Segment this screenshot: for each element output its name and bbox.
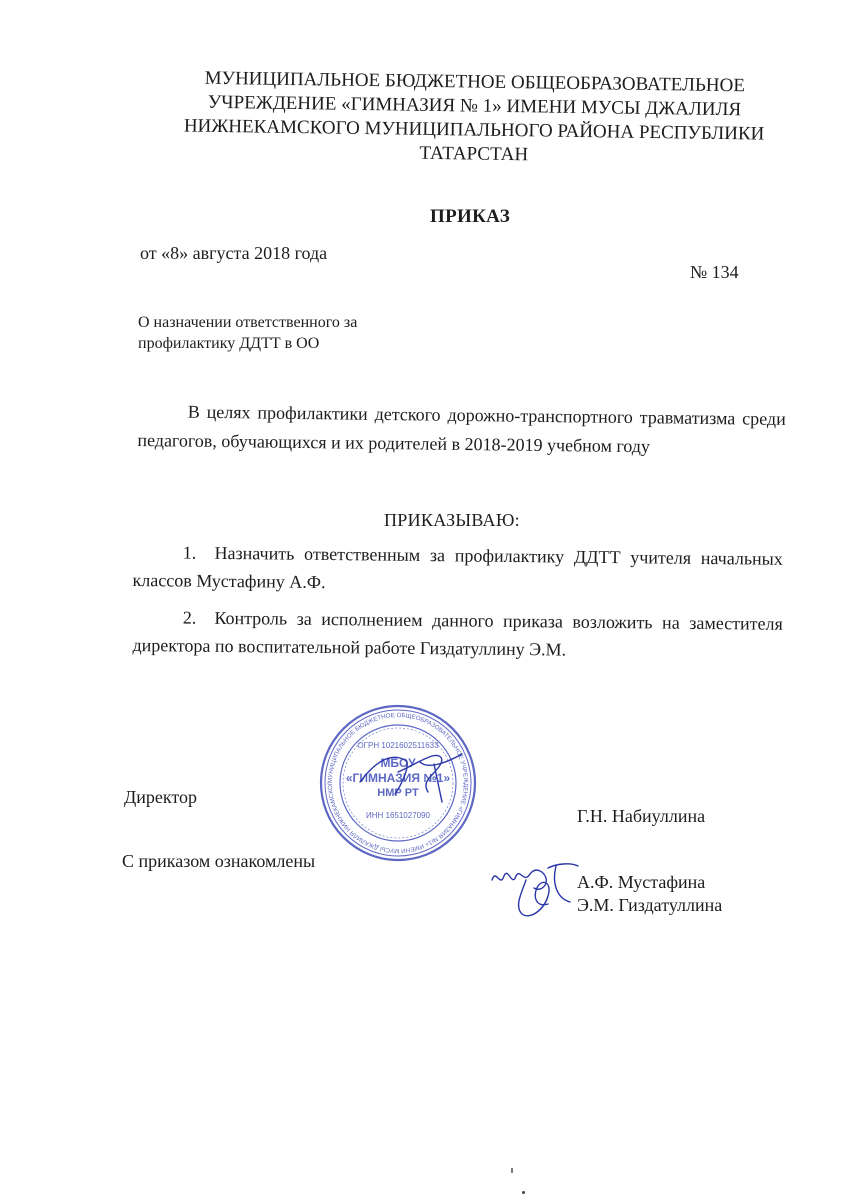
- director-signature-icon: [350, 742, 470, 812]
- stamp-ogrn: ОГРН 1021602511633: [357, 741, 439, 750]
- scan-artifact: [511, 1168, 513, 1173]
- acknowledgement-names: [577, 871, 722, 917]
- preamble-paragraph: [137, 397, 786, 463]
- ack-name: А.Ф. Мустафина: [577, 872, 706, 892]
- order-item: [132, 603, 783, 666]
- acknowledgement-signature-icon: [486, 858, 582, 924]
- preamble-text: В целях профилактики детского дорожно-транспортного травматизма среди педагогов, обучающихся и их родителей в 2018-2019 учебном году: [137, 401, 786, 457]
- header-line: МУНИЦИПАЛЬНОЕ БЮДЖЕТНОЕ ОБЩЕОБРАЗОВАТЕЛЬНОЕ: [204, 67, 746, 97]
- order-subject: [138, 312, 357, 354]
- order-item: [132, 538, 783, 601]
- subject-line: профилактику ДДТТ в ОО: [138, 335, 320, 352]
- stamp-ring-text: МУНИЦИПАЛЬНОЕ БЮДЖЕТНОЕ ОБЩЕОБРАЗОВАТЕЛЬНОЕ УЧРЕЖДЕНИЕ «ГИМНАЗИЯ №1» ИМЕНИ МУСЫ ДЖАЛИЛЯ НИЖНЕКАМСКОГ: [326, 711, 470, 855]
- subject-line: О назначении ответственного за: [138, 314, 358, 331]
- header-line: ТАТАРСТАН: [419, 142, 529, 166]
- stamp-line: «ГИМНАЗИЯ №1»: [345, 771, 451, 785]
- stamp-line: МБОУ: [380, 756, 416, 770]
- item-text: Назначить ответственным за профилактику ДДТТ учителя начальных классов Мустафину А.Ф.: [132, 542, 783, 593]
- stamp-inn: ИНН 1651027090: [365, 811, 431, 820]
- item-number: 1.: [182, 542, 197, 563]
- director-label: Директор: [124, 787, 198, 807]
- order-directive-heading: ПРИКАЗЫВАЮ:: [384, 510, 520, 530]
- order-number: № 134: [690, 262, 739, 282]
- document-title: ПРИКАЗ: [430, 206, 511, 227]
- item-text: Контроль за исполнением данного приказа возложить на заместителя директора по воспитательной работе Гиздатуллину Э.М.: [132, 607, 783, 660]
- institution-header: [149, 66, 800, 171]
- acknowledgement-label: С приказом ознакомлены: [122, 851, 316, 871]
- header-line: НИЖНЕКАМСКОГО МУНИЦИПАЛЬНОГО РАЙОНА РЕСПУБЛИКИ: [183, 115, 765, 145]
- ack-name: Э.М. Гиздатуллина: [577, 895, 723, 915]
- director-name: Г.Н. Набиуллина: [577, 806, 706, 826]
- stamp-line: НМР РТ: [377, 787, 419, 799]
- order-date: от «8» августа 2018 года: [140, 243, 328, 263]
- header-line: УЧРЕЖДЕНИЕ «ГИМНАЗИЯ № 1» ИМЕНИ МУСЫ ДЖАЛИЛЯ: [207, 91, 742, 121]
- item-number: 2.: [182, 607, 197, 628]
- scan-artifact: [522, 1191, 525, 1194]
